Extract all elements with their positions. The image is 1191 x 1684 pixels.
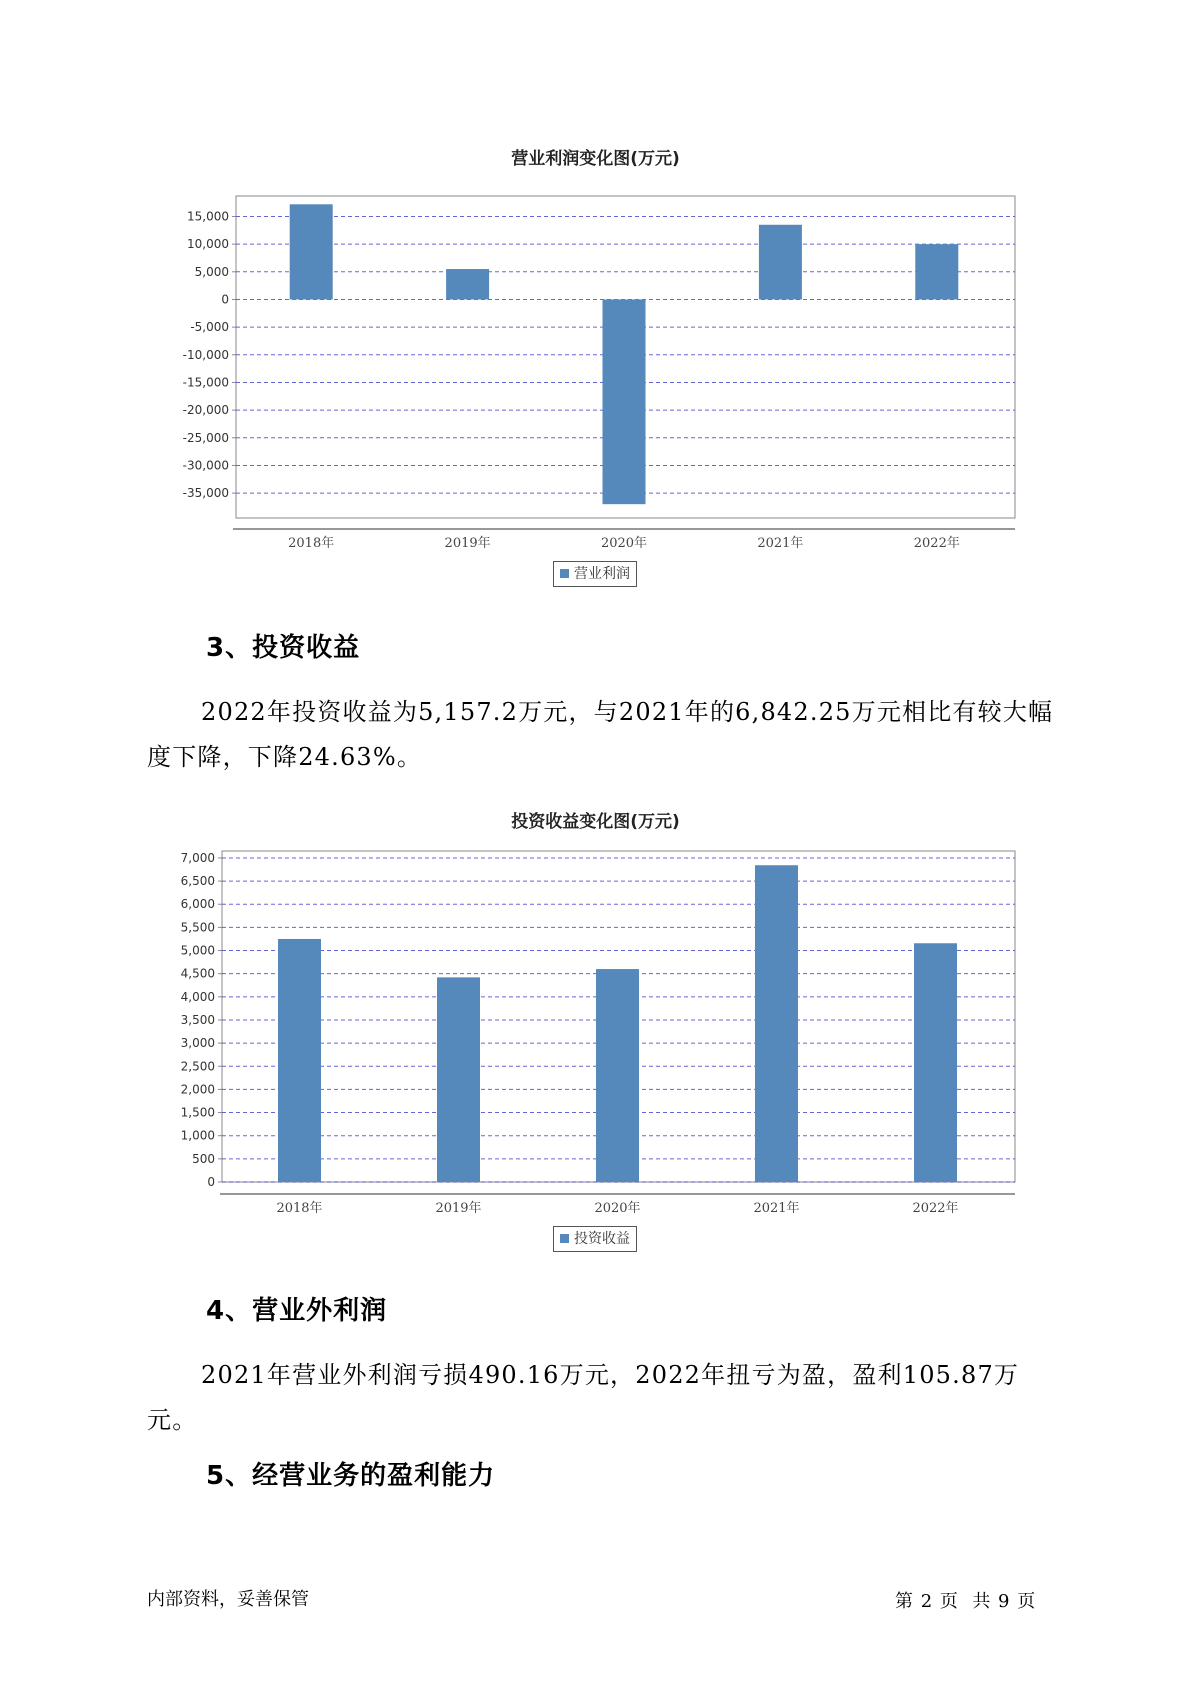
y-tick-label: -5,000	[190, 320, 229, 335]
y-tick-label: 5,500	[180, 920, 215, 935]
chart2-title: 投资收益变化图(万元)	[511, 812, 680, 832]
y-tick-label: 15,000	[187, 209, 229, 224]
y-tick-label: 7,000	[180, 850, 215, 865]
y-tick-label: -10,000	[182, 347, 229, 362]
bar	[755, 865, 798, 1182]
y-tick-label: 6,500	[180, 874, 215, 889]
footer-page-number: 第 2 页 共 9 页	[895, 1591, 1037, 1612]
chart2-legend-label: 投资收益	[574, 1231, 630, 1247]
chart1-legend-label: 营业利润	[574, 566, 630, 582]
x-tick-label: 2019年	[435, 1201, 482, 1216]
x-tick-label: 2022年	[912, 1201, 959, 1216]
y-tick-label: 4,500	[180, 966, 215, 981]
y-tick-label: 0	[221, 292, 229, 307]
y-tick-label: 0	[207, 1175, 215, 1189]
y-tick-label: 500	[192, 1151, 215, 1166]
chart2-legend	[553, 1226, 637, 1252]
y-tick-label: -30,000	[182, 458, 229, 473]
x-tick-label: 2020年	[600, 536, 648, 551]
bar	[278, 939, 321, 1182]
x-tick-label: 2022年	[913, 536, 960, 551]
y-tick-label: 3,500	[180, 1012, 215, 1027]
y-tick-label: 5,000	[180, 943, 215, 958]
x-tick-label: 2021年	[757, 536, 804, 551]
x-tick-label: 2021年	[753, 1201, 800, 1216]
y-tick-label: 1,500	[180, 1105, 215, 1120]
section3-paragraph-text: 2022年投资收益为5,157.2万元，与2021年的6,842.25万元相比有较大幅度下降，下降24.63%。	[147, 698, 1054, 771]
chart1-title: 营业利润变化图(万元)	[511, 149, 680, 169]
section5-heading: 5、经营业务的盈利能力	[206, 1461, 496, 1491]
y-tick-label: 2,500	[180, 1059, 215, 1074]
section4-paragraph	[147, 1353, 1057, 1443]
y-tick-label: 10,000	[187, 237, 229, 252]
bar	[437, 977, 480, 1182]
x-tick-label: 2019年	[444, 536, 491, 551]
y-tick-label: -35,000	[182, 486, 229, 501]
y-tick-label: 6,000	[180, 897, 215, 912]
y-tick-label: 1,000	[180, 1128, 215, 1143]
y-tick-label: -25,000	[182, 430, 229, 445]
x-tick-label: 2020年	[594, 1201, 641, 1216]
y-tick-label: 4,000	[180, 989, 215, 1004]
x-tick-label: 2018年	[276, 1201, 323, 1216]
y-tick-label: 2,000	[180, 1082, 215, 1097]
y-tick-label: 5,000	[194, 264, 229, 279]
bar	[596, 969, 639, 1182]
legend-swatch	[560, 1234, 569, 1243]
bar	[914, 943, 957, 1182]
footer-confidential-note: 内部资料，妥善保管	[147, 1589, 309, 1610]
y-tick-label: 3,000	[180, 1036, 215, 1051]
section3-heading: 3、投资收益	[206, 633, 361, 663]
y-tick-label: -15,000	[182, 375, 229, 390]
x-tick-label: 2018年	[288, 536, 335, 551]
section4-heading: 4、营业外利润	[206, 1296, 388, 1326]
section4-paragraph-text: 2021年营业外利润亏损490.16万元，2022年扭亏为盈，盈利105.87万元。	[147, 1361, 1020, 1434]
y-tick-label: -20,000	[182, 403, 229, 418]
